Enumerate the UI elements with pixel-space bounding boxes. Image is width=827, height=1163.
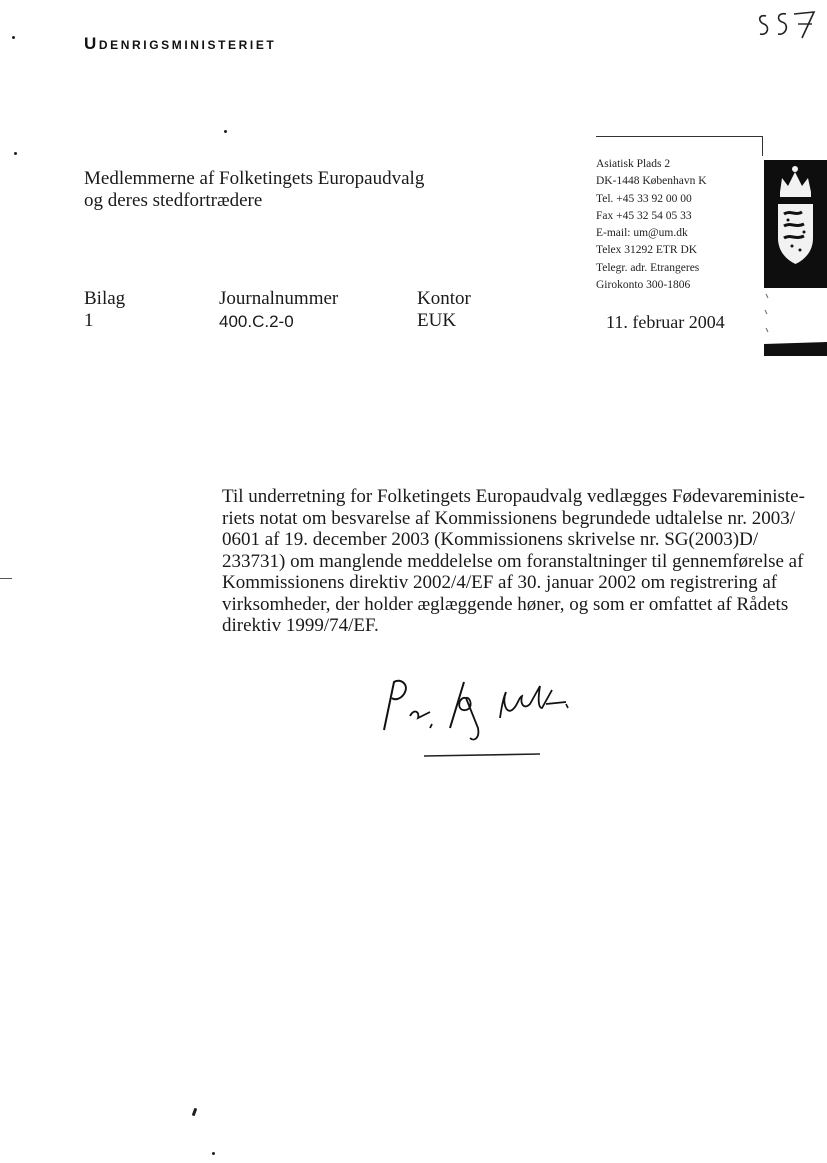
- crest-scan-edge: [764, 288, 827, 356]
- body-line: riets notat om besvarelse af Kommissionens begrundede udtalelse nr. 2003/: [222, 507, 796, 529]
- handwritten-page-number: [752, 4, 822, 48]
- address-giro: Girokonto 300-1806: [596, 279, 691, 292]
- scan-speck: [212, 1152, 215, 1155]
- journal-value: 400.C.2-0: [219, 312, 294, 331]
- bilag-label: Bilag: [84, 288, 126, 309]
- address-fax: Fax +45 32 54 05 33: [596, 209, 692, 222]
- bilag-value: 1: [84, 310, 94, 331]
- recipient-line-1: Medlemmerne af Folketingets Europaudvalg: [84, 168, 425, 189]
- address-rule-vertical: [762, 136, 763, 156]
- scan-speck: [224, 130, 227, 133]
- body-line: Til underretning for Folketingets Europaudvalg vedlægges Fødevareministe-: [222, 486, 805, 507]
- address-email: E-mail: um@um.dk: [596, 227, 688, 240]
- journal-label: Journalnummer: [219, 288, 339, 309]
- address-block: [596, 156, 707, 294]
- letter-date: 11. februar 2004: [606, 312, 725, 332]
- address-telegram: Telegr. adr. Etrangeres: [596, 261, 700, 274]
- body-line: 0601 af 19. december 2003 (Kommissionens skrivelse nr. SG(2003)D/: [222, 529, 759, 550]
- crest-icon: [764, 160, 827, 288]
- address-street: Asiatisk Plads 2: [596, 158, 671, 170]
- handwritten-signature: [370, 668, 590, 768]
- recipient-block: [84, 168, 424, 212]
- kontor-value: EUK: [417, 310, 457, 331]
- coat-of-arms-logo: [764, 160, 827, 288]
- address-telex: Telex 31292 ETR DK: [596, 244, 698, 257]
- body-line: 233731) om manglende meddelelse om foranstaltninger til gennemførelse af: [222, 550, 804, 572]
- ministry-header: Udenrigsministeriet: [84, 34, 277, 53]
- body-line: virksomheder, der holder æglæggende høner, og som er omfattet af Rådets: [222, 593, 789, 615]
- body-line: direktiv 1999/74/EF.: [222, 615, 379, 636]
- margin-tick: [0, 578, 12, 579]
- letter-body: [222, 486, 805, 637]
- address-rule: [596, 136, 762, 137]
- recipient-line-2: og deres stedfortrædere: [84, 190, 263, 211]
- address-tel: Tel. +45 33 92 00 00: [596, 192, 692, 205]
- body-line: Kommissionens direktiv 2002/4/EF af 30. januar 2002 om registrering af: [222, 572, 778, 593]
- scan-speck: [12, 36, 15, 39]
- address-postal: DK-1448 København K: [596, 175, 707, 188]
- scan-speck: [14, 152, 17, 155]
- scan-speck: [192, 1108, 198, 1117]
- kontor-label: Kontor: [417, 288, 471, 309]
